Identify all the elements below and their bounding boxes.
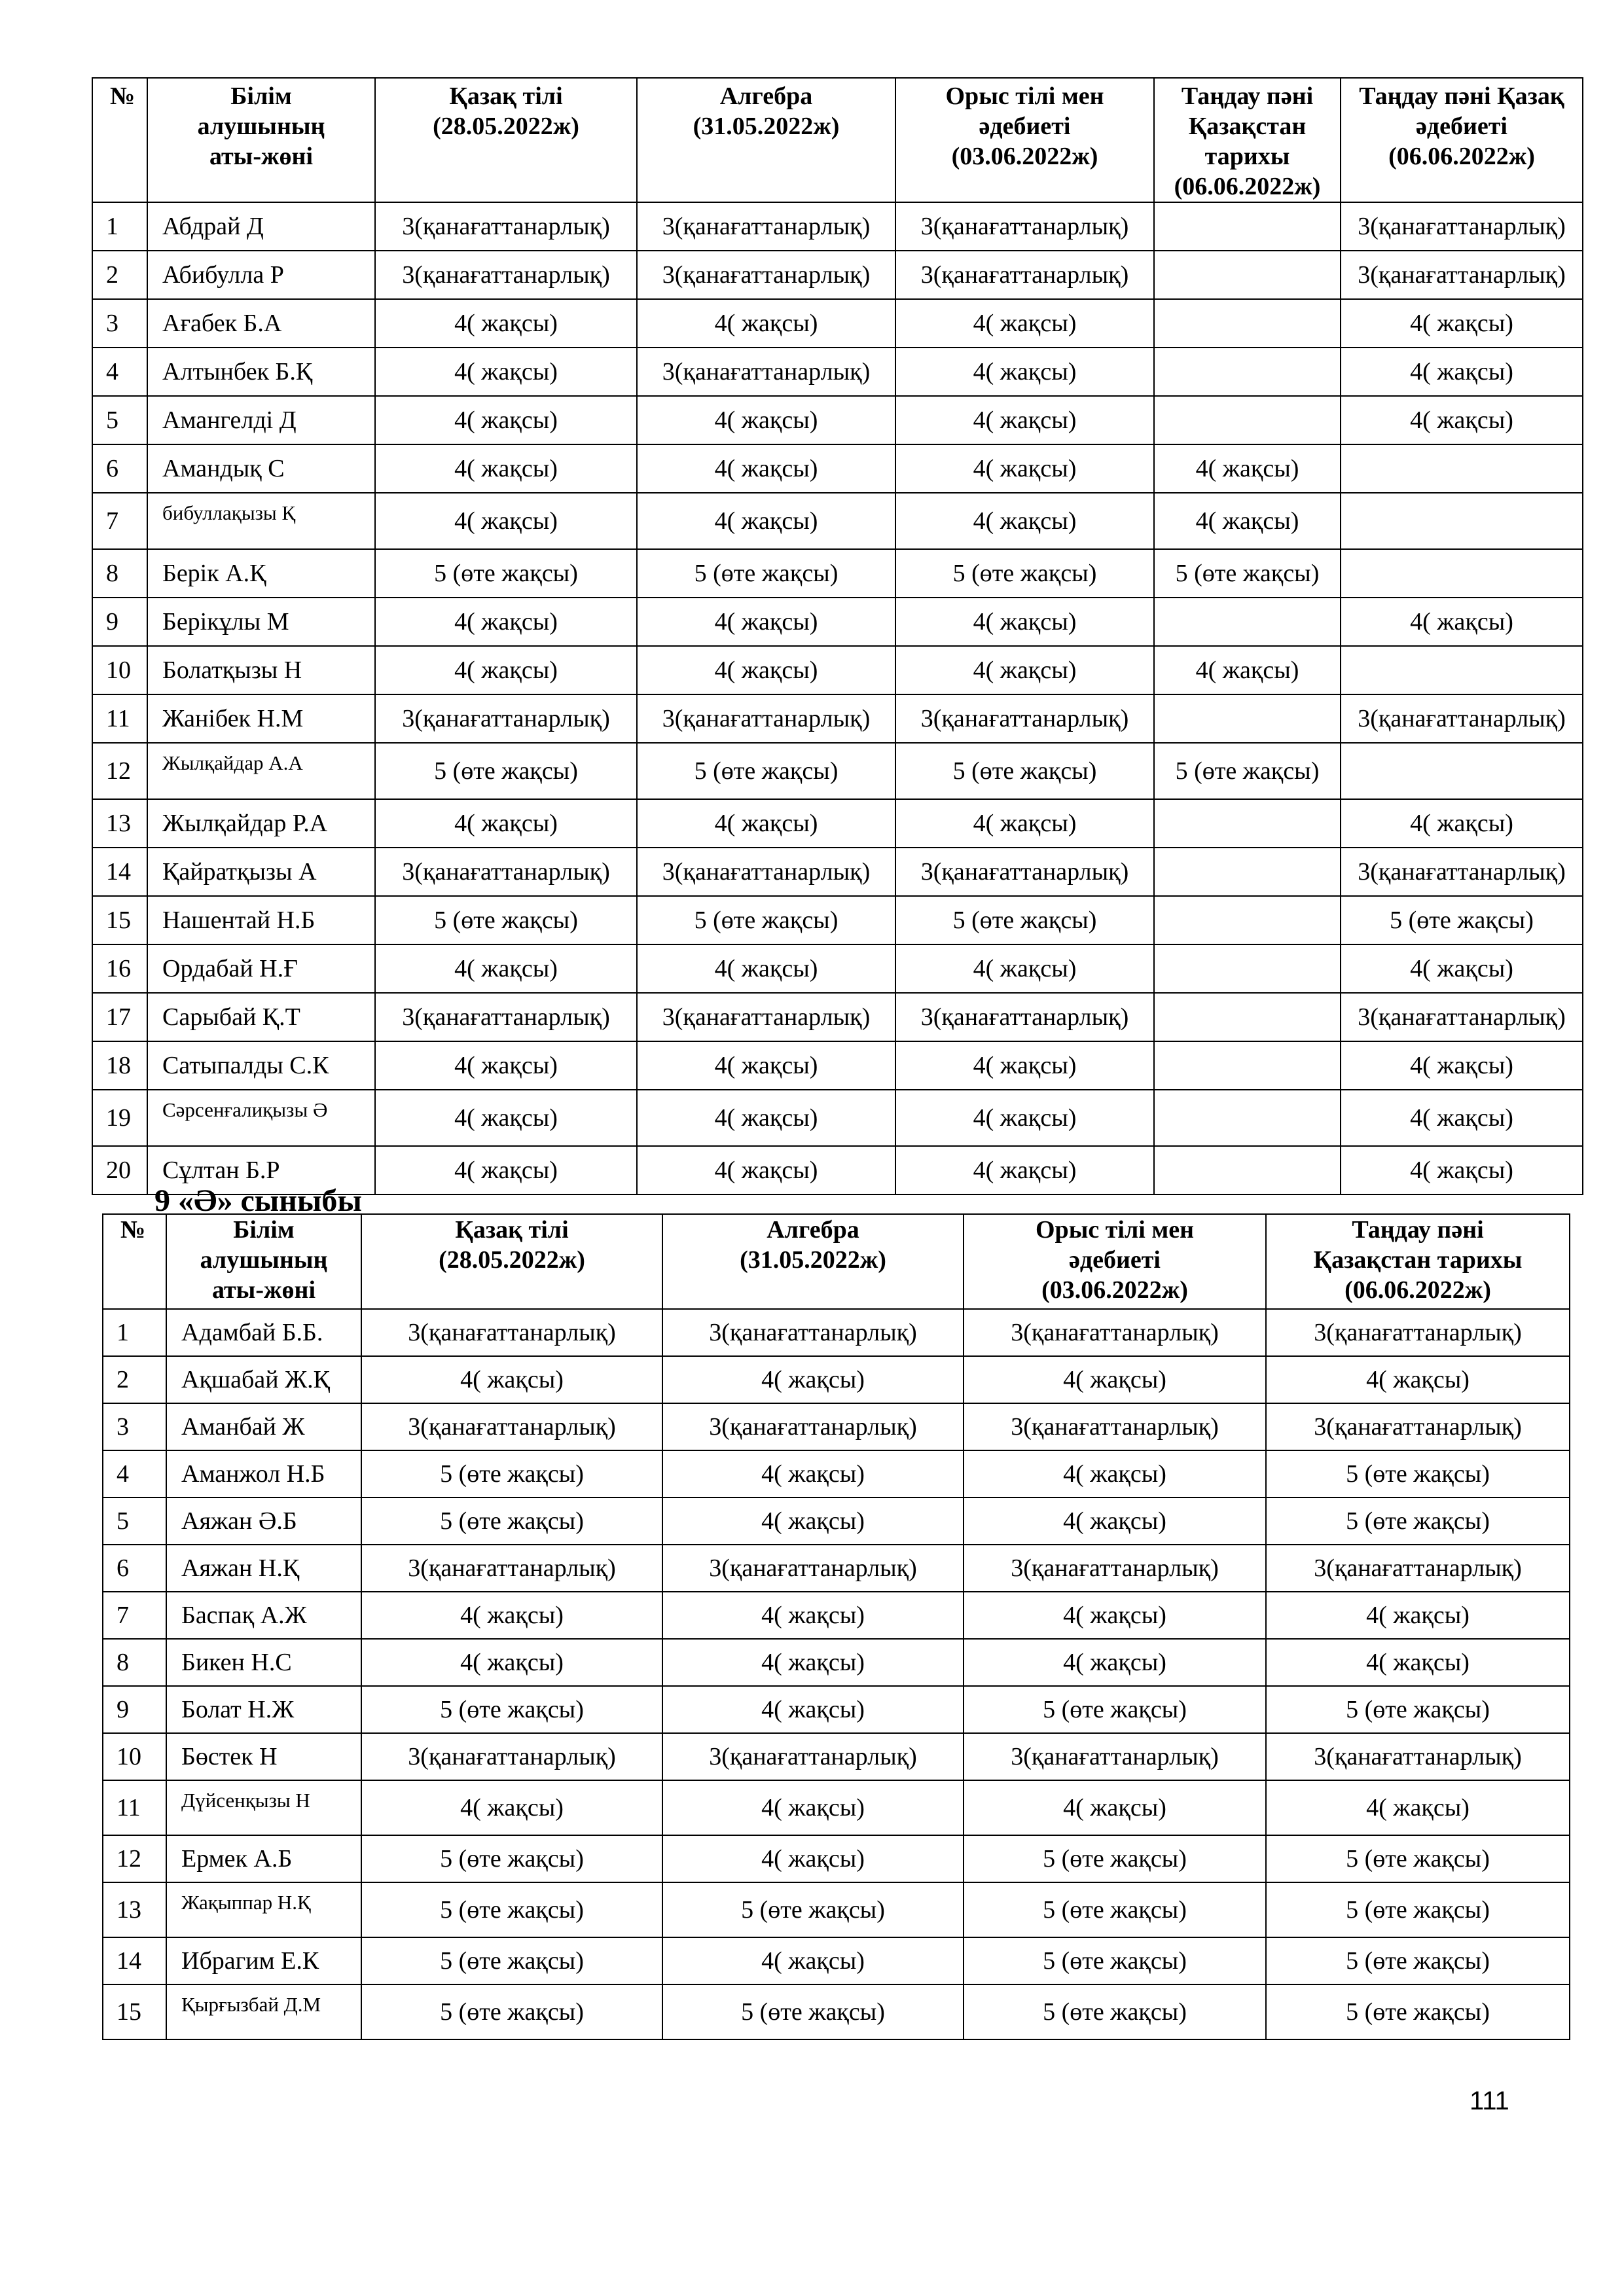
row-number-cell: 16 bbox=[92, 944, 147, 993]
row-number-cell: 2 bbox=[103, 1356, 166, 1403]
grade-cell: 5 (өте жақсы) bbox=[895, 896, 1154, 944]
grade-cell: 3(қанағаттанарлық) bbox=[361, 1733, 662, 1780]
grade-cell: 3(қанағаттанарлық) bbox=[1266, 1545, 1570, 1592]
grade-cell: 3(қанағаттанарлық) bbox=[1341, 251, 1583, 299]
table-row bbox=[103, 1780, 1570, 1835]
grade-cell: 3(қанағаттанарлық) bbox=[637, 251, 895, 299]
student-name-cell: Жақыппар Н.Қ bbox=[166, 1882, 361, 1937]
student-name-cell: Сатыпалды С.К bbox=[147, 1041, 375, 1090]
row-number-cell: 11 bbox=[92, 694, 147, 743]
grade-cell: 4( жақсы) bbox=[637, 299, 895, 348]
grade-cell: 5 (өте жақсы) bbox=[964, 1686, 1266, 1733]
grade-cell: 3(қанағаттанарлық) bbox=[361, 1403, 662, 1450]
table-row bbox=[92, 993, 1583, 1041]
row-number-cell: 5 bbox=[103, 1498, 166, 1545]
student-name-cell: Берікұлы М bbox=[147, 598, 375, 646]
grade-cell: 4( жақсы) bbox=[1266, 1356, 1570, 1403]
grade-cell: 4( жақсы) bbox=[895, 1090, 1154, 1146]
table-row bbox=[92, 444, 1583, 493]
row-number-cell: 14 bbox=[92, 848, 147, 896]
grade-cell: 3(қанағаттанарлық) bbox=[375, 251, 637, 299]
grade-cell: 3(қанағаттанарлық) bbox=[1341, 694, 1583, 743]
grade-cell: 4( жақсы) bbox=[895, 1146, 1154, 1194]
student-name-cell: Аяжан Н.Қ bbox=[166, 1545, 361, 1592]
grade-cell: 3(қанағаттанарлық) bbox=[964, 1733, 1266, 1780]
column-header: Таңдау пәні Қазақ әдебиеті (06.06.2022ж) bbox=[1341, 78, 1583, 202]
column-header: Қазақ тілі (28.05.2022ж) bbox=[375, 78, 637, 202]
grade-cell: 5 (өте жақсы) bbox=[637, 896, 895, 944]
grade-cell: 4( жақсы) bbox=[895, 493, 1154, 549]
row-number-cell: 9 bbox=[103, 1686, 166, 1733]
grade-cell: 5 (өте жақсы) bbox=[1154, 743, 1341, 799]
student-name-cell: Бикен Н.С bbox=[166, 1639, 361, 1686]
grade-cell: 4( жақсы) bbox=[1341, 1041, 1583, 1090]
grade-cell: 4( жақсы) bbox=[1341, 299, 1583, 348]
grades-table-2 bbox=[102, 1213, 1570, 2040]
grade-cell bbox=[1154, 993, 1341, 1041]
row-number-cell: 15 bbox=[92, 896, 147, 944]
grade-cell: 5 (өте жақсы) bbox=[1266, 1498, 1570, 1545]
student-name-cell: Аманжол Н.Б bbox=[166, 1450, 361, 1498]
student-name-cell: Қырғызбай Д.М bbox=[166, 1984, 361, 2039]
row-number-cell: 12 bbox=[103, 1835, 166, 1882]
grade-cell: 3(қанағаттанарлық) bbox=[637, 848, 895, 896]
column-header: № bbox=[103, 1214, 166, 1309]
column-header: Орыс тілі мен әдебиеті (03.06.2022ж) bbox=[964, 1214, 1266, 1309]
grade-cell bbox=[1341, 646, 1583, 694]
grade-cell: 3(қанағаттанарлық) bbox=[895, 993, 1154, 1041]
grade-cell: 3(қанағаттанарлық) bbox=[964, 1545, 1266, 1592]
student-name-cell: Алтынбек Б.Қ bbox=[147, 348, 375, 396]
grade-cell: 4( жақсы) bbox=[662, 1937, 964, 1984]
student-name-cell: Аманбай Ж bbox=[166, 1403, 361, 1450]
table-row bbox=[103, 1545, 1570, 1592]
grade-cell: 5 (өте жақсы) bbox=[1266, 1835, 1570, 1882]
table-row bbox=[103, 1733, 1570, 1780]
grade-cell: 4( жақсы) bbox=[375, 1090, 637, 1146]
grade-cell: 3(қанағаттанарлық) bbox=[361, 1545, 662, 1592]
grade-cell: 4( жақсы) bbox=[637, 493, 895, 549]
student-name-cell: Жылқайдар А.А bbox=[147, 743, 375, 799]
student-name-cell: Ордабай Н.Ғ bbox=[147, 944, 375, 993]
grade-cell: 3(қанағаттанарлық) bbox=[662, 1733, 964, 1780]
row-number-cell: 11 bbox=[103, 1780, 166, 1835]
grade-cell: 5 (өте жақсы) bbox=[361, 1686, 662, 1733]
student-name-cell: Сәрсенғалиқызы Ә bbox=[147, 1090, 375, 1146]
row-number-cell: 20 bbox=[92, 1146, 147, 1194]
grade-cell: 4( жақсы) bbox=[1341, 944, 1583, 993]
table-row bbox=[103, 1639, 1570, 1686]
row-number-cell: 7 bbox=[92, 493, 147, 549]
grade-cell: 5 (өте жақсы) bbox=[1266, 1937, 1570, 1984]
grade-cell bbox=[1154, 299, 1341, 348]
grade-cell: 4( жақсы) bbox=[1266, 1780, 1570, 1835]
grade-cell: 5 (өте жақсы) bbox=[361, 1450, 662, 1498]
grade-cell: 3(қанағаттанарлық) bbox=[964, 1309, 1266, 1356]
student-name-cell: Ермек А.Б bbox=[166, 1835, 361, 1882]
grade-cell: 4( жақсы) bbox=[1154, 493, 1341, 549]
grade-cell: 3(қанағаттанарлық) bbox=[662, 1403, 964, 1450]
student-name-cell: Жанібек Н.М bbox=[147, 694, 375, 743]
table-row bbox=[103, 1686, 1570, 1733]
grade-cell: 4( жақсы) bbox=[637, 1146, 895, 1194]
column-header: Алгебра (31.05.2022ж) bbox=[662, 1214, 964, 1309]
row-number-cell: 4 bbox=[103, 1450, 166, 1498]
grade-cell: 3(қанағаттанарлық) bbox=[375, 694, 637, 743]
grade-cell: 5 (өте жақсы) bbox=[895, 743, 1154, 799]
grade-cell: 3(қанағаттанарлық) bbox=[375, 848, 637, 896]
table-row bbox=[92, 299, 1583, 348]
grade-cell bbox=[1341, 549, 1583, 598]
grade-cell: 4( жақсы) bbox=[637, 1090, 895, 1146]
grade-cell: 5 (өте жақсы) bbox=[1266, 1686, 1570, 1733]
grade-cell: 3(қанағаттанарлық) bbox=[662, 1309, 964, 1356]
row-number-cell: 8 bbox=[92, 549, 147, 598]
grade-cell: 5 (өте жақсы) bbox=[361, 1984, 662, 2039]
grade-cell: 3(қанағаттанарлық) bbox=[1341, 848, 1583, 896]
grade-cell: 4( жақсы) bbox=[895, 1041, 1154, 1090]
column-header: № bbox=[92, 78, 147, 202]
grade-cell: 5 (өте жақсы) bbox=[662, 1984, 964, 2039]
grade-cell bbox=[1341, 493, 1583, 549]
grade-cell: 5 (өте жақсы) bbox=[375, 549, 637, 598]
grade-cell bbox=[1154, 896, 1341, 944]
grade-cell: 3(қанағаттанарлық) bbox=[361, 1309, 662, 1356]
grade-cell: 3(қанағаттанарлық) bbox=[895, 694, 1154, 743]
table-row bbox=[103, 1835, 1570, 1882]
grade-cell: 3(қанағаттанарлық) bbox=[637, 694, 895, 743]
student-name-cell: Баспақ А.Ж bbox=[166, 1592, 361, 1639]
grade-cell: 3(қанағаттанарлық) bbox=[637, 993, 895, 1041]
student-name-cell: Болатқызы Н bbox=[147, 646, 375, 694]
student-name-cell: Болат Н.Ж bbox=[166, 1686, 361, 1733]
grade-cell: 4( жақсы) bbox=[964, 1450, 1266, 1498]
student-name-cell: Нашентай Н.Б bbox=[147, 896, 375, 944]
table-row bbox=[92, 944, 1583, 993]
grade-cell bbox=[1154, 396, 1341, 444]
grade-cell: 5 (өте жақсы) bbox=[361, 1498, 662, 1545]
grade-cell: 5 (өте жақсы) bbox=[1154, 549, 1341, 598]
grade-cell: 4( жақсы) bbox=[964, 1592, 1266, 1639]
table-row bbox=[92, 549, 1583, 598]
grade-cell bbox=[1154, 202, 1341, 251]
grade-cell: 3(қанағаттанарлық) bbox=[662, 1545, 964, 1592]
grade-cell: 5 (өте жақсы) bbox=[964, 1984, 1266, 2039]
column-header: Қазақ тілі (28.05.2022ж) bbox=[361, 1214, 662, 1309]
row-number-cell: 9 bbox=[92, 598, 147, 646]
grade-cell: 3(қанағаттанарлық) bbox=[637, 202, 895, 251]
row-number-cell: 15 bbox=[103, 1984, 166, 2039]
header-row bbox=[92, 78, 1583, 202]
grade-cell: 4( жақсы) bbox=[662, 1639, 964, 1686]
grade-cell: 4( жақсы) bbox=[964, 1780, 1266, 1835]
grade-cell: 3(қанағаттанарлық) bbox=[895, 202, 1154, 251]
table-row bbox=[92, 1090, 1583, 1146]
grade-cell: 3(қанағаттанарлық) bbox=[964, 1403, 1266, 1450]
grade-cell: 4( жақсы) bbox=[964, 1639, 1266, 1686]
grade-cell: 4( жақсы) bbox=[375, 799, 637, 848]
grade-cell bbox=[1154, 799, 1341, 848]
row-number-cell: 17 bbox=[92, 993, 147, 1041]
table-row bbox=[103, 1984, 1570, 2039]
grade-cell: 5 (өте жақсы) bbox=[895, 549, 1154, 598]
grade-cell: 4( жақсы) bbox=[375, 646, 637, 694]
grade-cell: 5 (өте жақсы) bbox=[1341, 896, 1583, 944]
grade-cell bbox=[1154, 848, 1341, 896]
grade-cell bbox=[1154, 251, 1341, 299]
table-row bbox=[103, 1450, 1570, 1498]
grade-cell: 3(қанағаттанарлық) bbox=[1266, 1733, 1570, 1780]
row-number-cell: 5 bbox=[92, 396, 147, 444]
row-number-cell: 10 bbox=[92, 646, 147, 694]
grade-cell: 4( жақсы) bbox=[895, 444, 1154, 493]
grade-cell: 4( жақсы) bbox=[662, 1686, 964, 1733]
grade-cell: 4( жақсы) bbox=[662, 1835, 964, 1882]
row-number-cell: 6 bbox=[92, 444, 147, 493]
row-number-cell: 14 bbox=[103, 1937, 166, 1984]
row-number-cell: 6 bbox=[103, 1545, 166, 1592]
row-number-cell: 13 bbox=[103, 1882, 166, 1937]
table-row bbox=[92, 799, 1583, 848]
grade-cell: 4( жақсы) bbox=[1341, 396, 1583, 444]
row-number-cell: 7 bbox=[103, 1592, 166, 1639]
grade-cell: 4( жақсы) bbox=[662, 1592, 964, 1639]
grade-cell: 4( жақсы) bbox=[637, 944, 895, 993]
student-name-cell: Абдрай Д bbox=[147, 202, 375, 251]
grade-cell: 4( жақсы) bbox=[964, 1498, 1266, 1545]
grade-cell: 3(қанағаттанарлық) bbox=[637, 348, 895, 396]
grade-cell: 4( жақсы) bbox=[637, 598, 895, 646]
grade-cell: 5 (өте жақсы) bbox=[637, 743, 895, 799]
row-number-cell: 1 bbox=[103, 1309, 166, 1356]
table-row bbox=[92, 493, 1583, 549]
row-number-cell: 13 bbox=[92, 799, 147, 848]
grade-cell: 4( жақсы) bbox=[375, 598, 637, 646]
column-header: Білім алушының аты-жөні bbox=[147, 78, 375, 202]
grade-cell: 3(қанағаттанарлық) bbox=[895, 848, 1154, 896]
grade-cell: 4( жақсы) bbox=[375, 299, 637, 348]
grade-cell: 4( жақсы) bbox=[375, 944, 637, 993]
row-number-cell: 1 bbox=[92, 202, 147, 251]
grade-cell: 4( жақсы) bbox=[895, 348, 1154, 396]
student-name-cell: Қайратқызы А bbox=[147, 848, 375, 896]
grade-cell: 4( жақсы) bbox=[375, 348, 637, 396]
grade-cell: 5 (өте жақсы) bbox=[375, 896, 637, 944]
grade-cell: 5 (өте жақсы) bbox=[637, 549, 895, 598]
column-header: Орыс тілі мен әдебиеті (03.06.2022ж) bbox=[895, 78, 1154, 202]
student-name-cell: Абибулла Р bbox=[147, 251, 375, 299]
grade-cell: 3(қанағаттанарлық) bbox=[1341, 993, 1583, 1041]
table-row bbox=[103, 1356, 1570, 1403]
grade-cell: 4( жақсы) bbox=[375, 493, 637, 549]
grade-cell: 4( жақсы) bbox=[1341, 1146, 1583, 1194]
grade-cell: 5 (өте жақсы) bbox=[964, 1835, 1266, 1882]
column-header: Таңдау пәні Қазақстан тарихы (06.06.2022ж) bbox=[1266, 1214, 1570, 1309]
grade-cell: 4( жақсы) bbox=[662, 1498, 964, 1545]
column-header: Таңдау пәні Қазақстан тарихы (06.06.2022ж) bbox=[1154, 78, 1341, 202]
grade-cell bbox=[1154, 944, 1341, 993]
grade-cell: 3(қанағаттанарлық) bbox=[1341, 202, 1583, 251]
grade-cell: 4( жақсы) bbox=[361, 1356, 662, 1403]
table-row bbox=[92, 743, 1583, 799]
grade-cell: 5 (өте жақсы) bbox=[1266, 1984, 1570, 2039]
grade-cell: 4( жақсы) bbox=[1341, 348, 1583, 396]
grade-cell: 5 (өте жақсы) bbox=[361, 1882, 662, 1937]
row-number-cell: 19 bbox=[92, 1090, 147, 1146]
grade-cell bbox=[1154, 1041, 1341, 1090]
grade-cell: 4( жақсы) bbox=[1341, 598, 1583, 646]
student-name-cell: Берік А.Қ bbox=[147, 549, 375, 598]
table-row bbox=[103, 1882, 1570, 1937]
grade-cell: 5 (өте жақсы) bbox=[375, 743, 637, 799]
grade-cell: 4( жақсы) bbox=[1341, 799, 1583, 848]
grade-cell: 4( жақсы) bbox=[1266, 1639, 1570, 1686]
grade-cell: 4( жақсы) bbox=[375, 444, 637, 493]
student-name-cell: Амангелді Д bbox=[147, 396, 375, 444]
row-number-cell: 12 bbox=[92, 743, 147, 799]
grade-cell: 5 (өте жақсы) bbox=[361, 1835, 662, 1882]
student-name-cell: Ибрагим Е.К bbox=[166, 1937, 361, 1984]
grade-cell: 4( жақсы) bbox=[1266, 1592, 1570, 1639]
grade-cell bbox=[1154, 598, 1341, 646]
student-name-cell: Жылқайдар Р.А bbox=[147, 799, 375, 848]
grade-cell: 4( жақсы) bbox=[637, 444, 895, 493]
table-row bbox=[92, 646, 1583, 694]
grade-cell bbox=[1341, 444, 1583, 493]
grade-cell: 4( жақсы) bbox=[1154, 646, 1341, 694]
row-number-cell: 10 bbox=[103, 1733, 166, 1780]
grade-cell: 3(қанағаттанарлық) bbox=[375, 993, 637, 1041]
grade-cell: 4( жақсы) bbox=[637, 799, 895, 848]
student-name-cell: Аяжан Ә.Б bbox=[166, 1498, 361, 1545]
row-number-cell: 8 bbox=[103, 1639, 166, 1686]
grade-cell: 4( жақсы) bbox=[361, 1592, 662, 1639]
grade-cell: 4( жақсы) bbox=[375, 396, 637, 444]
grade-cell: 5 (өте жақсы) bbox=[662, 1882, 964, 1937]
table-row bbox=[92, 1041, 1583, 1090]
column-header: Алгебра (31.05.2022ж) bbox=[637, 78, 895, 202]
table-row bbox=[92, 598, 1583, 646]
grade-cell: 4( жақсы) bbox=[662, 1356, 964, 1403]
grade-cell: 5 (өте жақсы) bbox=[1266, 1450, 1570, 1498]
row-number-cell: 4 bbox=[92, 348, 147, 396]
row-number-cell: 18 bbox=[92, 1041, 147, 1090]
grade-cell: 5 (өте жақсы) bbox=[964, 1882, 1266, 1937]
header-row bbox=[103, 1214, 1570, 1309]
table-row bbox=[92, 348, 1583, 396]
student-name-cell: Ақшабай Ж.Қ bbox=[166, 1356, 361, 1403]
student-name-cell: Ағабек Б.А bbox=[147, 299, 375, 348]
grade-cell: 3(қанағаттанарлық) bbox=[895, 251, 1154, 299]
grade-cell: 4( жақсы) bbox=[895, 944, 1154, 993]
grade-cell: 4( жақсы) bbox=[361, 1780, 662, 1835]
table-row bbox=[92, 848, 1583, 896]
grade-cell: 4( жақсы) bbox=[895, 299, 1154, 348]
grades-table-1 bbox=[92, 77, 1583, 1195]
grade-cell bbox=[1154, 1090, 1341, 1146]
student-name-cell: Амандық С bbox=[147, 444, 375, 493]
grade-cell: 4( жақсы) bbox=[662, 1780, 964, 1835]
grade-cell: 3(қанағаттанарлық) bbox=[1266, 1309, 1570, 1356]
student-name-cell: Дүйсенқызы Н bbox=[166, 1780, 361, 1835]
grade-cell: 4( жақсы) bbox=[375, 1146, 637, 1194]
row-number-cell: 3 bbox=[92, 299, 147, 348]
grade-cell: 4( жақсы) bbox=[1154, 444, 1341, 493]
grade-cell bbox=[1341, 743, 1583, 799]
grade-cell: 4( жақсы) bbox=[895, 598, 1154, 646]
table-row bbox=[103, 1403, 1570, 1450]
student-name-cell: бибуллақызы Қ bbox=[147, 493, 375, 549]
row-number-cell: 2 bbox=[92, 251, 147, 299]
table-row bbox=[92, 694, 1583, 743]
page-number: 111 bbox=[1470, 2087, 1509, 2115]
grade-cell: 4( жақсы) bbox=[637, 396, 895, 444]
table-row bbox=[103, 1937, 1570, 1984]
section-title: 9 «Ә» сыныбы bbox=[154, 1183, 362, 1218]
grade-cell: 4( жақсы) bbox=[895, 396, 1154, 444]
grade-cell: 3(қанағаттанарлық) bbox=[1266, 1403, 1570, 1450]
table-row bbox=[92, 396, 1583, 444]
grade-cell bbox=[1154, 348, 1341, 396]
table-row bbox=[103, 1309, 1570, 1356]
grade-cell: 4( жақсы) bbox=[964, 1356, 1266, 1403]
grade-cell: 4( жақсы) bbox=[361, 1639, 662, 1686]
table-row bbox=[92, 202, 1583, 251]
grade-cell: 4( жақсы) bbox=[1341, 1090, 1583, 1146]
row-number-cell: 3 bbox=[103, 1403, 166, 1450]
grade-cell: 5 (өте жақсы) bbox=[361, 1937, 662, 1984]
grade-cell bbox=[1154, 1146, 1341, 1194]
column-header: Білім алушының аты-жөні bbox=[166, 1214, 361, 1309]
grade-cell bbox=[1154, 694, 1341, 743]
student-name-cell: Сұлтан Б.Р bbox=[147, 1146, 375, 1194]
grade-cell: 4( жақсы) bbox=[637, 646, 895, 694]
grade-cell: 4( жақсы) bbox=[375, 1041, 637, 1090]
table-row bbox=[103, 1592, 1570, 1639]
student-name-cell: Бөстек Н bbox=[166, 1733, 361, 1780]
table-row bbox=[103, 1498, 1570, 1545]
grade-cell: 4( жақсы) bbox=[662, 1450, 964, 1498]
table-row bbox=[92, 896, 1583, 944]
grade-cell: 4( жақсы) bbox=[895, 646, 1154, 694]
grade-cell: 4( жақсы) bbox=[637, 1041, 895, 1090]
grade-cell: 4( жақсы) bbox=[895, 799, 1154, 848]
grade-cell: 3(қанағаттанарлық) bbox=[375, 202, 637, 251]
student-name-cell: Адамбай Б.Б. bbox=[166, 1309, 361, 1356]
grade-cell: 5 (өте жақсы) bbox=[1266, 1882, 1570, 1937]
student-name-cell: Сарыбай Қ.Т bbox=[147, 993, 375, 1041]
grade-cell: 5 (өте жақсы) bbox=[964, 1937, 1266, 1984]
table-row bbox=[92, 251, 1583, 299]
